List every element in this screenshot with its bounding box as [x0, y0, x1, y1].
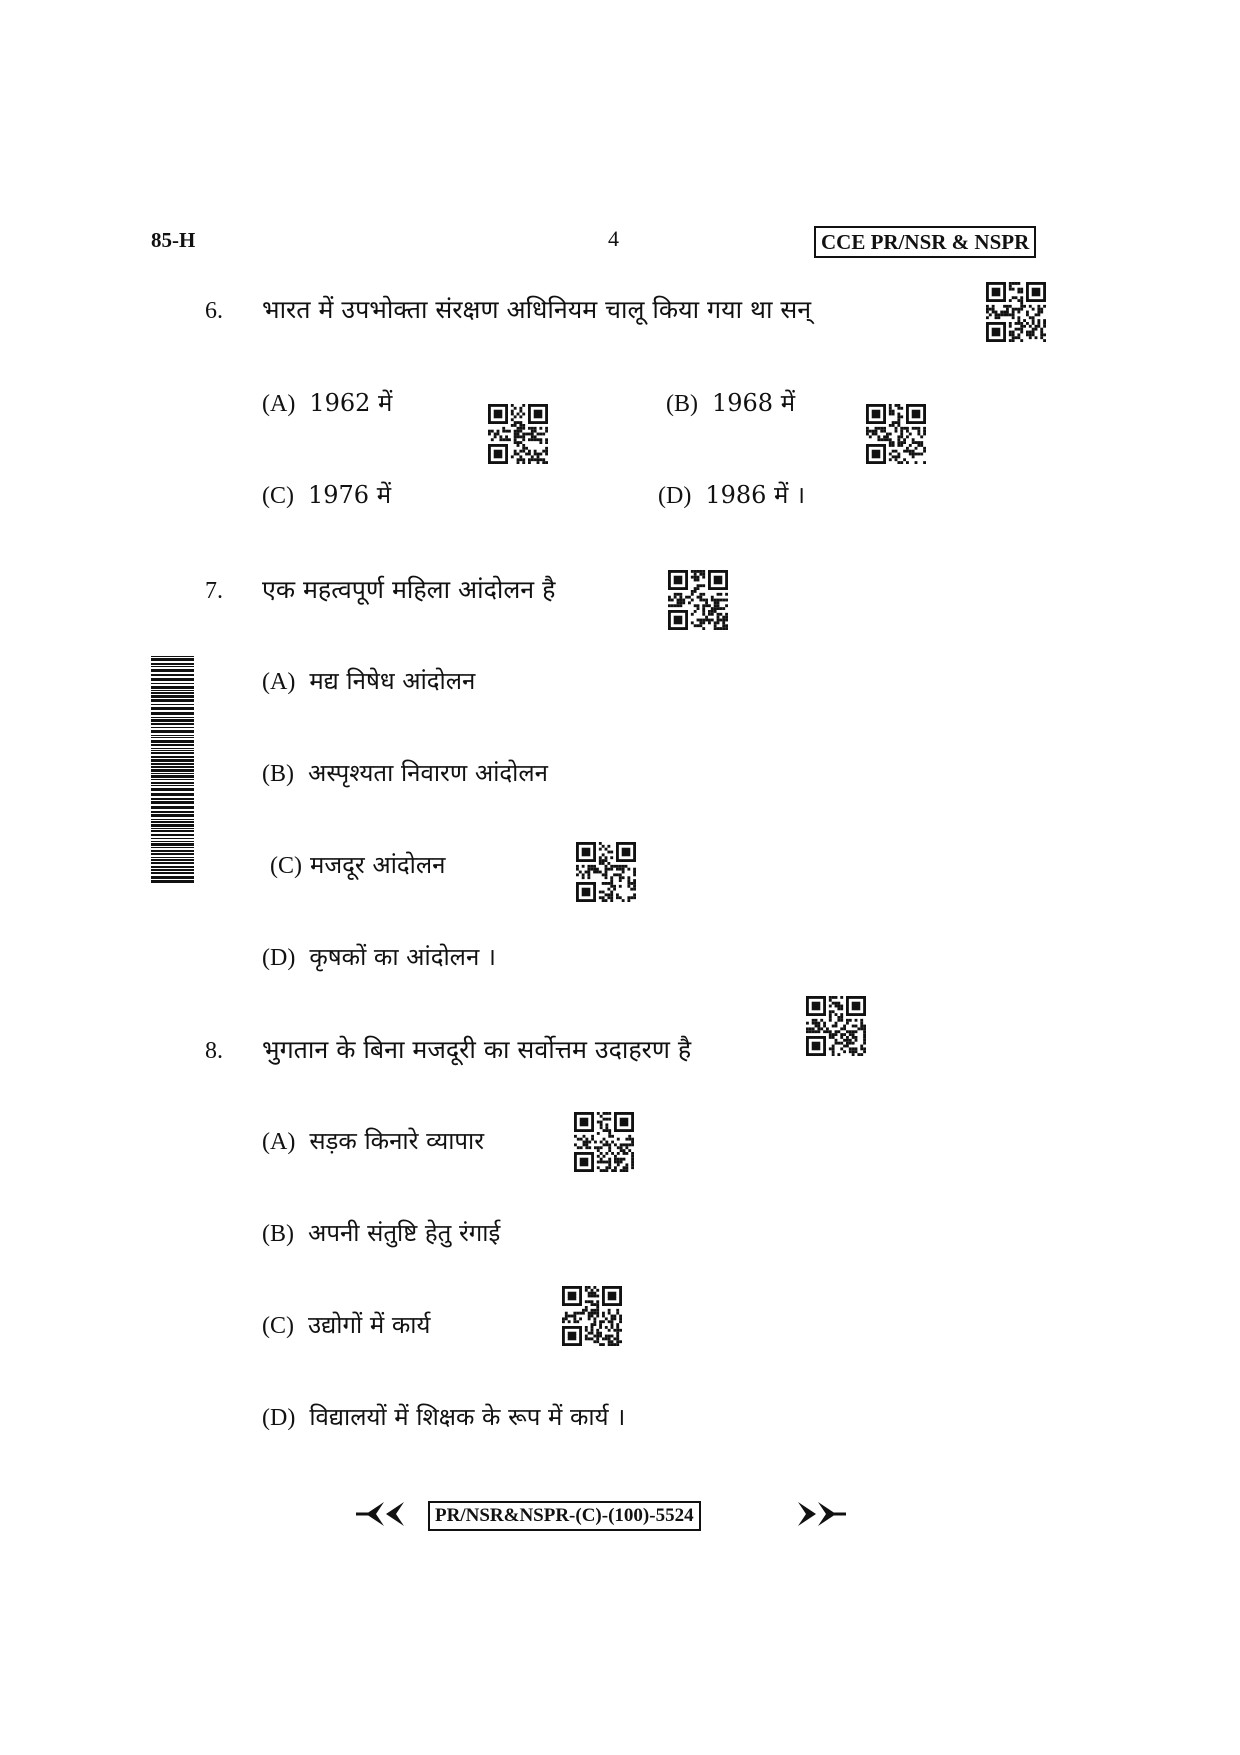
option-label: (C)	[262, 483, 294, 509]
question-8-text: भुगतान के बिना मजदूरी का सर्वोत्तम उदाहरण है	[262, 1035, 692, 1064]
exam-code-box: CCE PR/NSR & NSPR	[814, 226, 1036, 258]
question-7-text: एक महत्वपूर्ण महिला आंदोलन है	[262, 575, 556, 604]
qr-code-icon	[866, 404, 926, 464]
option-text: 1968 में	[712, 389, 796, 417]
option-text: 1976 में	[308, 481, 392, 509]
option-text: उद्योगों में कार्य	[308, 1311, 431, 1339]
qr-code-icon	[562, 1286, 622, 1346]
question-7-option-b	[262, 756, 548, 789]
option-text: सड़क किनारे व्यापार	[309, 1127, 485, 1155]
option-label: (D)	[262, 945, 296, 971]
question-7-option-d	[262, 940, 496, 973]
question-8-option-c	[262, 1308, 430, 1341]
option-label: (B)	[666, 391, 698, 417]
option-text: 1962 में	[309, 389, 393, 417]
option-text: कृषकों का आंदोलन ।	[309, 943, 496, 971]
question-6-text: भारत में उपभोक्ता संरक्षण अधिनियम चालू किया गया था सन्	[262, 295, 812, 324]
option-label: (A)	[262, 1129, 296, 1155]
question-6-option-b	[666, 386, 795, 419]
question-6-number: 6.	[205, 298, 223, 324]
option-text: अपनी संतुष्टि हेतु रंगाई	[308, 1219, 501, 1247]
option-text: विद्यालयों में शिक्षक के रूप में कार्य ।	[309, 1403, 626, 1431]
qr-code-icon	[668, 570, 728, 630]
option-label: (D)	[262, 1405, 296, 1431]
paper-code: 85-H	[151, 228, 196, 252]
page-number: 4	[608, 226, 619, 251]
barcode-icon	[151, 656, 194, 884]
option-label: (A)	[262, 669, 296, 695]
question-6-option-d	[658, 478, 805, 511]
question-8-number: 8.	[205, 1038, 223, 1064]
question-7-number: 7.	[205, 578, 223, 604]
question-8-option-a	[262, 1124, 484, 1157]
option-text: अस्पृश्यता निवारण आंदोलन	[308, 759, 548, 787]
double-arrow-left-icon	[356, 1500, 406, 1528]
footer-code-box: PR/NSR&NSPR-(C)-(100)-5524	[428, 1501, 701, 1531]
option-label: (C)	[262, 1313, 294, 1339]
question-6-option-a	[262, 386, 392, 419]
qr-code-icon	[986, 282, 1046, 342]
double-arrow-right-icon	[796, 1500, 846, 1528]
option-label: (A)	[262, 391, 296, 417]
qr-code-icon	[576, 842, 636, 902]
option-text: मद्य निषेध आंदोलन	[309, 667, 476, 695]
question-8-option-b	[262, 1216, 500, 1249]
qr-code-icon	[574, 1112, 634, 1172]
option-label: (B)	[262, 1221, 294, 1247]
option-label: (C)	[270, 853, 302, 879]
option-text: मजदूर आंदोलन	[310, 851, 446, 879]
option-label: (D)	[658, 483, 692, 509]
option-text: 1986 में ।	[705, 481, 806, 509]
question-7-option-a	[262, 664, 475, 697]
question-6-option-c	[262, 478, 391, 511]
question-7-option-c	[270, 848, 445, 881]
qr-code-icon	[806, 996, 866, 1056]
option-label: (B)	[262, 761, 294, 787]
qr-code-icon	[488, 404, 548, 464]
question-8-option-d	[262, 1400, 625, 1433]
